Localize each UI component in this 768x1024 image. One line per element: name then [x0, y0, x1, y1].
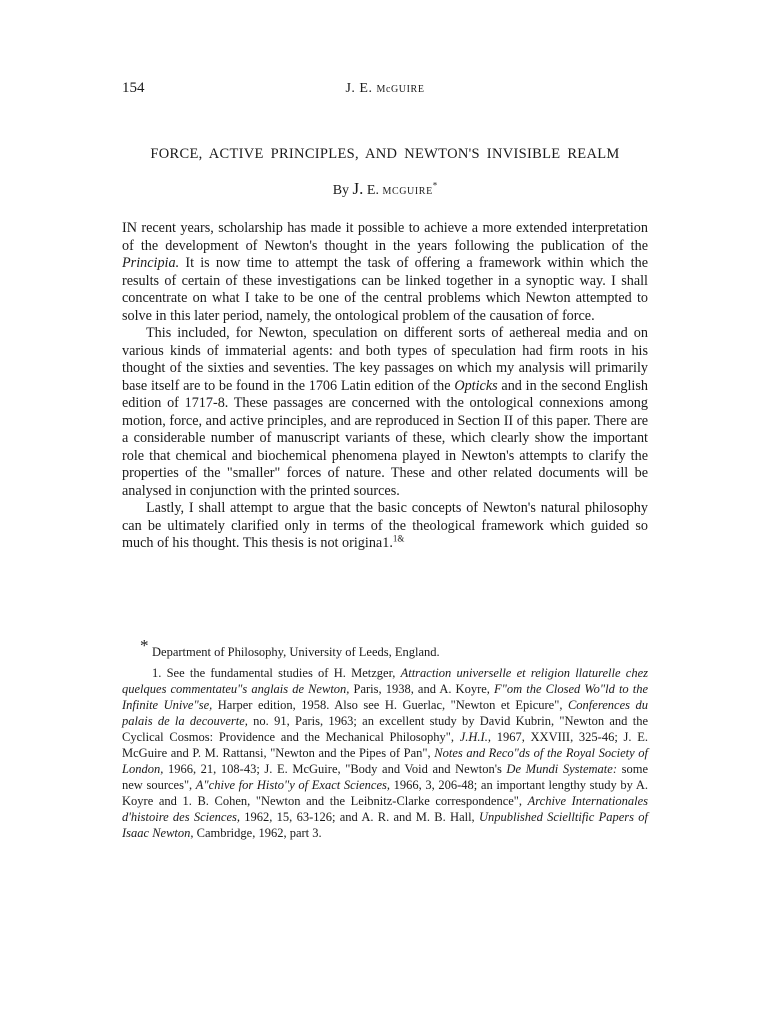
footnote-1-citation: F"om the Closed Wo"ld to the Infinite Unive"se, — [122, 682, 649, 712]
footnote-ref-1: 1& — [392, 533, 405, 544]
byline-surname: MCGUIRE — [382, 186, 433, 197]
footnote-1-citation: Conferences du palais de la decouverte, — [122, 698, 648, 728]
footnote-1-text: no. 91, Paris, 1963; an excellent study by David Kubrin, "Newton and the Cyclical Cosmos: Providence and the Mechanical Philosophy", — [122, 714, 648, 744]
paragraph-2-rest: and in the second English edition of 1717-8. These passages are concerned with the ontological connexions among motion, force, and active principles, and are reproduced in Section II of this paper. There are a considerable number of manuscript variants of these, which clearly show the important role that chemical and biochemical phenomena played in Newton's attempts to clarify the properties of the "smaller" forces of nature. These and other related documents will be analysed in conjunction with the printed sources. — [122, 377, 648, 499]
running-head-initials: J. E. — [345, 81, 373, 96]
paragraph-2 — [122, 325, 648, 500]
footnote-1-citation: De Mundi Systemate: — [506, 762, 617, 776]
footnote-1-text: 1966, 3, 206-48; an important lengthy study by A. Koyre and 1. B. Cohen, "Newton and the Leibnitz-Clarke correspondence", — [122, 778, 648, 808]
footnote-star: * — [140, 636, 149, 655]
paragraph-1 — [122, 220, 648, 325]
page-number: 154 — [122, 80, 145, 96]
paragraph-1-text: IN recent years, scholarship has made it possible to achieve a more extended interpretation of the development of Newton's thought in the years following the publication of the — [122, 220, 648, 254]
footnote-1-text: 1962, 15, 63-126; and A. R. and M. B. Hall, — [240, 810, 479, 824]
running-head-surname: McGUIRE — [376, 84, 425, 95]
opticks-title: Opticks — [454, 377, 498, 394]
footnote-1-text: some new sources", — [122, 762, 648, 792]
byline-footnote-mark: * — [432, 180, 438, 191]
footnote-1-text: 1967, XXVIII, 325-46; J. E. McGuire and P. M. Rattansi, "Newton and the Pipes of Pan", — [122, 730, 648, 760]
running-header — [122, 80, 648, 100]
footnote-1-citation: Archive Internationales d'histoire des Sciences, — [122, 794, 648, 824]
paragraph-2-text: This included, for Newton, speculation on different sorts of aethereal media and on various kinds of immaterial agents: and both types of speculation had firm roots in his thought of the sixties and seventies. The key passages on which my analysis will primarily base itself are to be found in the 1706 Latin edition of the — [122, 325, 648, 394]
byline-initial-1: J. — [352, 179, 364, 198]
footnote-1-number: 1 — [152, 666, 159, 680]
footnote-1-citation: Attraction universelle et religion llaturelle chez quelques commentateu"s anglais de Newton, — [122, 666, 648, 696]
byline-initial-2: E. — [366, 183, 379, 198]
footnote-1-citation: J.H.I., — [459, 730, 491, 744]
footnote-1-text: Harper edition, 1958. Also see H. Guerlac, "Newton et Epicure", — [212, 698, 568, 712]
footnote-1-citation: A"chive for Histo"y of Exact Sciences, — [195, 778, 390, 792]
paragraph-3-text: Lastly, I shall attempt to argue that the basic concepts of Newton's natural philosophy can be ultimately clarified only in terms of the theological framework which guided so much of his thought. This thesis is not origina1. — [122, 500, 648, 551]
footnote-1-text: Paris, 1938, and A. Koyre, — [349, 682, 494, 696]
paragraph-1-rest: It is now time to attempt the task of offering a framework within which the results of certain of these investigations can be linked together in a synoptic way. I shall concentrate on what I take to be one of the central problems which Newton attempted to solve in this later period, namely, the ontological problem of the causation of force. — [122, 255, 648, 324]
principia-title: Principia. — [122, 255, 180, 271]
footnote-affiliation: Department of Philosophy, University of Leeds, England. — [152, 645, 440, 659]
footnote-1 — [122, 665, 648, 841]
paragraph-3 — [122, 500, 648, 553]
footnotes — [122, 636, 649, 841]
footnote-1-citation: Unpublished Scielltific Papers of Isaac Newton, — [122, 810, 648, 840]
running-head-author — [122, 81, 648, 97]
article-title: FORCE, ACTIVE PRINCIPLES, AND NEWTON'S INVISIBLE REALM — [150, 146, 620, 162]
byline-by: By — [332, 183, 350, 198]
footnote-1-text: 1966, 21, 108-43; J. E. McGuire, "Body and Void and Newton's — [163, 762, 507, 776]
footnote-1-citation: Notes and Reco"ds of the Royal Society of London, — [122, 746, 648, 776]
footnote-1-text: Cambridge, 1962, part 3. — [193, 826, 322, 840]
byline — [122, 179, 648, 199]
article-body — [122, 220, 648, 553]
footnote-1-text: . See the fundamental studies of H. Metzger, — [158, 666, 401, 680]
